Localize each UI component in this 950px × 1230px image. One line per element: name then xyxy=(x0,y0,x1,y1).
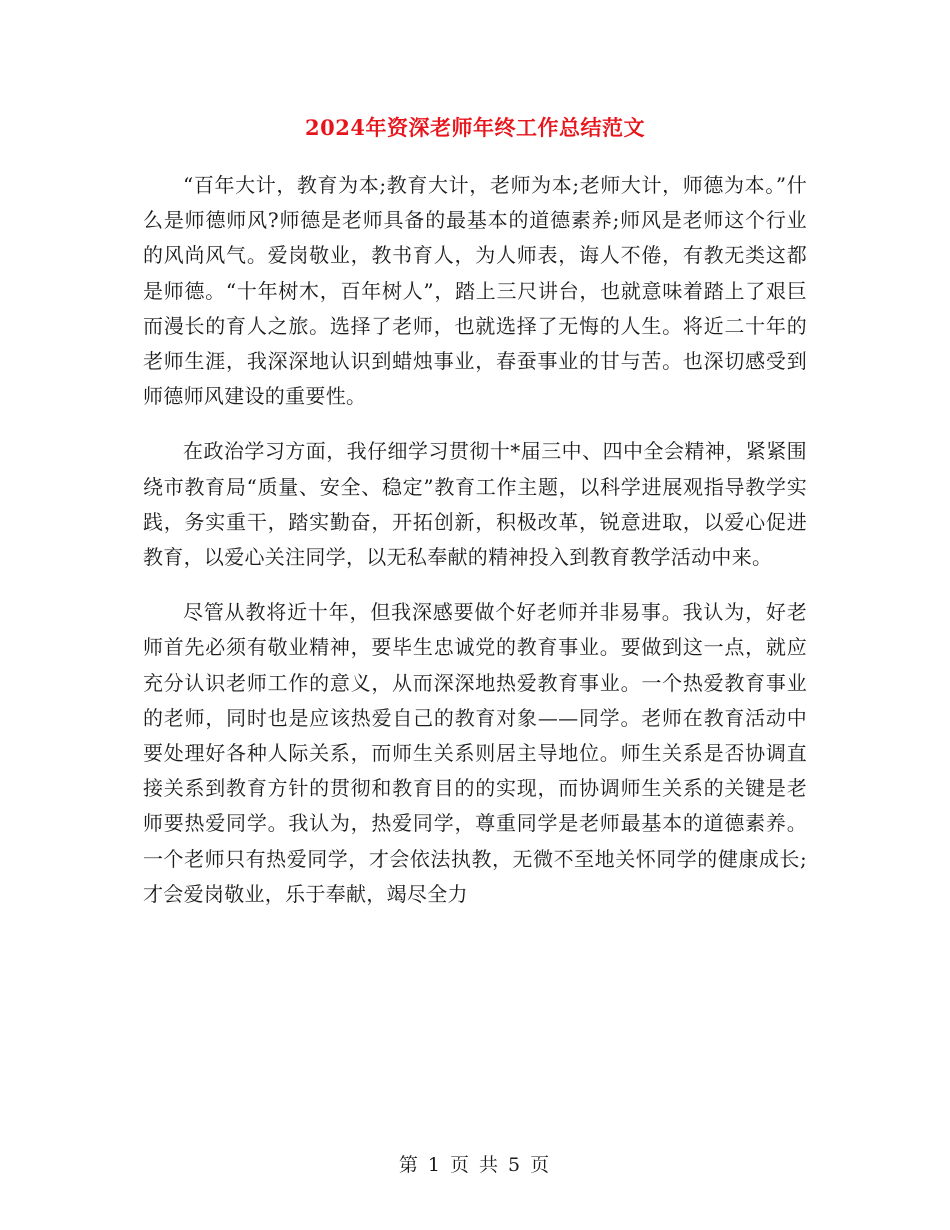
paragraph-1: “百年大计，教育为本;教育大计，老师为本;老师大计，师德为本。”什么是师德师风?师德是老师具备的最基本的道德素养;师风是老师这个行业的风尚风气。爱岗敬业，教书育人，为人师表，诲人不倦，有教无类这都是师德。“十年树木，百年树人”，踏上三尺讲台，也就意味着踏上了艰巨而漫长的育人之旅。选择了老师，也就选择了无悔的人生。将近二十年的老师生涯，我深深地认识到蜡烛事业，春蚕事业的甘与苦。也深切感受到师德师风建设的重要性。 xyxy=(143,173,807,409)
document-title: 2024年资深老师年终工作总结范文 xyxy=(305,115,645,140)
paragraph-3: 尽管从教将近十年，但我深感要做个好老师并非易事。我认为，好老师首先必须有敬业精神，要毕生忠诚党的教育事业。要做到这一点，就应充分认识老师工作的意义，从而深深地热爱教育事业。一个热爱教育事业的老师，同时也是应该热爱自己的教育对象——同学。老师在教育活动中要处理好各种人际关系，而师生关系则居主导地位。师生关系是否协调直接关系到教育方针的贯彻和教育目的的实现，而协调师生关系的关键是老师要热爱同学。我认为，热爱同学，尊重同学是老师最基本的道德素养。一个老师只有热爱同学，才会依法执教，无微不至地关怀同学的健康成长;才会爱岗敬业，乐于奉献，竭尽全力 xyxy=(143,600,807,906)
page-footer: 第 1 页 共 5 页 xyxy=(398,1154,552,1176)
paragraph-2: 在政治学习方面，我仔细学习贯彻十*届三中、四中全会精神，紧紧围绕市教育局“质量、安全、稳定”教育工作主题，以科学进展观指导教学实践，务实重干，踏实勤奋，开拓创新，积极改革，锐意进取，以爱心促进教育，以爱心关注同学，以无私奉献的精神投入到教育教学活动中来。 xyxy=(143,439,807,570)
document-body xyxy=(143,168,807,932)
